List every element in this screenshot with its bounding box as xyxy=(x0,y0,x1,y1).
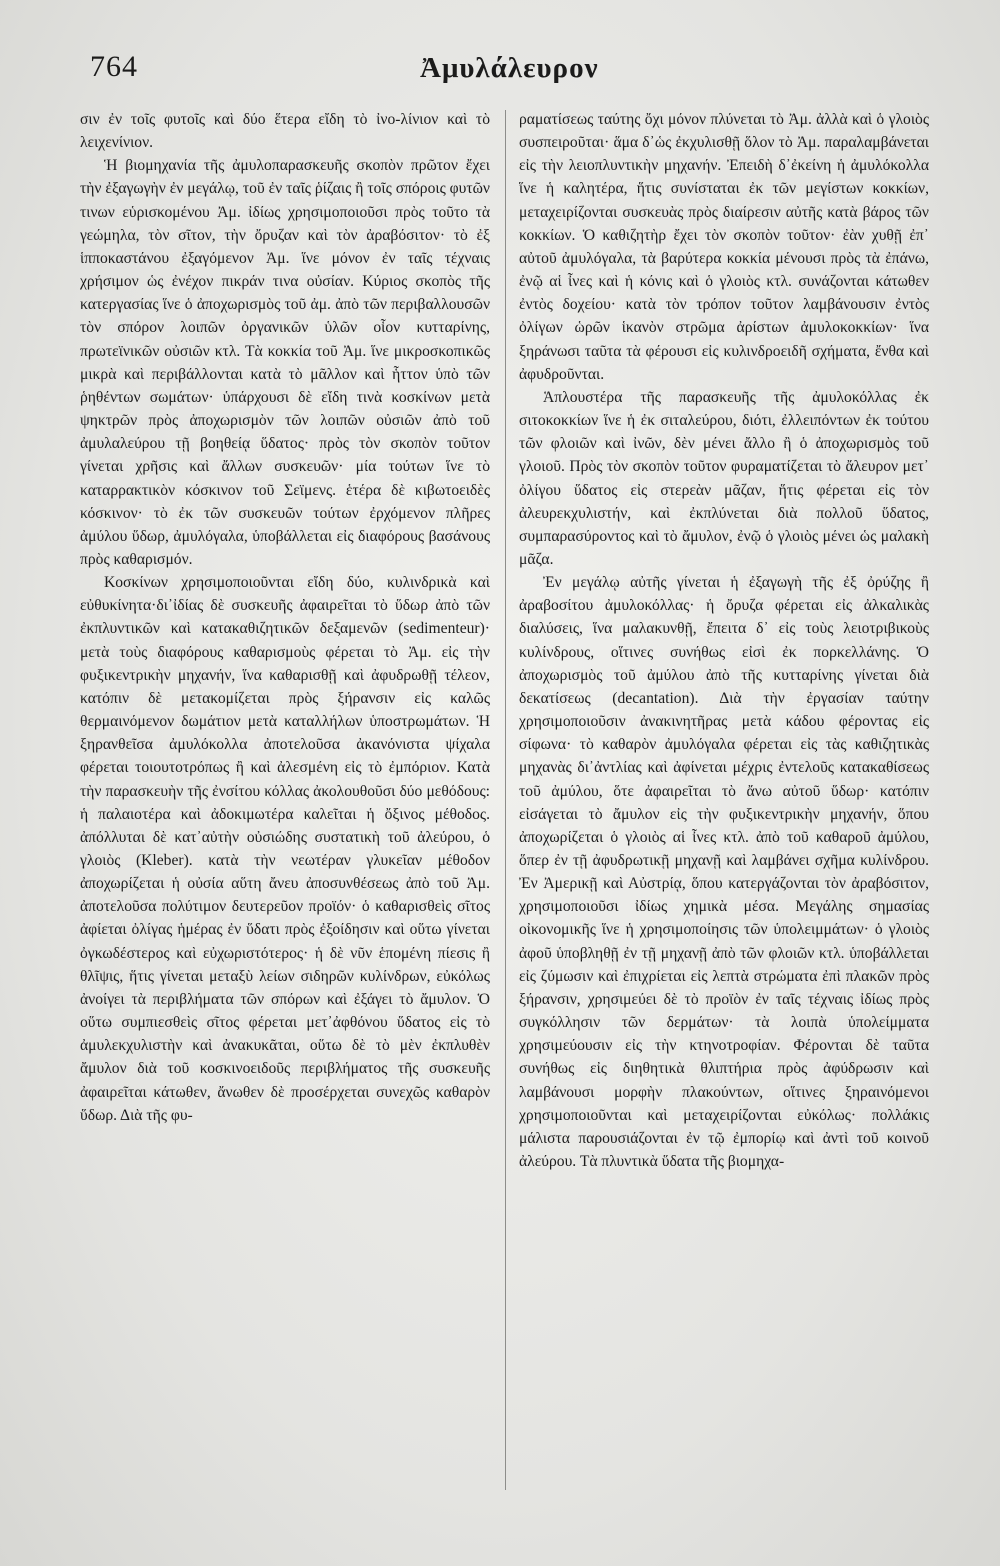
running-title: Ἀμυλάλευρον xyxy=(420,52,599,84)
paragraph: ραματίσεως ταύτης ὄχι μόνον πλύνεται τὸ Ἀμ. ἀλλὰ καὶ ὁ γλοιὸς συσπειροῦται· ἅμα δ᾽ὡς ἐκχυλισθῇ ὅλον τὸ Ἀμ. παραλαμβάνεται εἰς τὴν λειοπλυντικὴν μηχανήν. Ἐπειδὴ δ᾽ἐκείνη ἡ ἀμυλόκολλα ἵνε ἡ καλητέρα, ἥτις συνίσταται ἐκ τῶν μεγίστων κοκκίων, μεταχειρίζονται συσκευὰς πρὸς διαίρεσιν αὐτῆς κατὰ βάρος τῶν κοκκίων. Ὁ καθιζητὴρ ἔχει τὸν σκοπὸν τοῦτον· ἐὰν χυθῇ ἐπ᾽ αὐτοῦ ἀμυλόγαλα, τὰ βαρύτερα κοκκία μένουσι πρὸς τὰ ἐπάνω, ἐνῷ αἱ ἶνες καὶ ἡ κόνις καὶ ὁ γλοιὸς κτλ. συνάζονται κάτωθεν ἐντὸς δοχείου· κατὰ τὸν τρόπον τοῦτον λαμβάνουσιν ἐντὸς ὀλίγων ὡρῶν ἱκανὸν στρῶμα ἀρίστων ἀμυλοκοκκίων· ἵνα ξηράνωσι ταῦτα τὰ φέρουσι εἰς κυλινδροειδῆ σχήματα, ἔνθα καὶ ἀφυδροῦνται. xyxy=(519,111,929,383)
page-number: 764 xyxy=(90,50,138,83)
paragraph: Ἐν μεγάλῳ αὐτῆς γίνεται ἡ ἐξαγωγὴ τῆς ἐξ ὀρύζης ἢ ἀραβοσίτου ἀμυλοκόλλας· ἡ ὄρυζα φέρεται εἰς ἀλκαλικὰς διαλύσεις, ἵνα μαλακυνθῇ, ἔπειτα δ᾽ εἰς τοὺς λειοτριβικοὺς κυλίνδρους, οἵτινες συνήθως εἰσὶ ἐκ πορκελλάνης. Ὁ ἀποχωρισμὸς τοῦ ἀμύλου ἀπὸ τῆς κυτταρίνης γίνεται διὰ δεκατίσεως (decantation). Διὰ τὴν ἐργασίαν ταύτην χρησιμοποιοῦσιν ἀνακινητῆρας μετὰ κάδου φέροντας εἰς σίφωνα· τὸ καθαρὸν ἀμυλόγαλα φέρεται εἰς τὰς καθιζητικὰς μηχανὰς δι᾽ἀντλίας καὶ ἀφίνεται μέχρις ἐντελοῦς κατακαθίσεως τοῦ ἀμύλου, ὅτε ἀφαιρεῖται τὸ ἄνω αὐτοῦ ὕδωρ· κατόπιν εἰσάγεται τὸ ἄμυλον εἰς τὴν φυξικεντρικὴν μηχανήν, ὅπου ἀποχωρίζεται ὁ γλοιὸς αἱ ἶνες κτλ. ἀπὸ τοῦ καθαροῦ ἀμύλου, ὅπερ ἐν τῇ ἀφυδρωτικῇ μηχανῇ καὶ λαμβάνει σχῆμα κυλίνδρου. Ἐν Ἀμερικῇ καὶ Αὐστρίᾳ, ὅπου κατεργάζονται τὸν ἀραβόσιτον, χρησιμοποιοῦσι ἰδίως χημικὰ μέσα. Μεγάλης σημασίας οἰκονομικῆς ἵνε ἡ χρησιμοποίησις τῶν ὑπολειμμάτων· ὁ γλοιὸς ἀφοῦ ὑποβληθῇ ἐν τῇ μηχανῇ ἀπὸ τῶν φλοιῶν κτλ. ὑποβάλλεται εἰς ζύμωσιν καὶ ἐπιχρίεται εἰς λεπτὰ στρώματα ἐπὶ πλακῶν πρὸς ξήρανσιν, χρησιμεύει δὲ τὸ προϊὸν ἐν ταῖς τέχναις ἰδίως πρὸς συγκόλλησιν τῶν δερμάτων· τὰ λοιπὰ ὑπολείμματα χρησιμεύουσιν εἰς τὴν κτηνοτροφίαν. Φέρονται δὲ ταῦτα συνήθως εἰς διηθητικὰ θλιπτήρια πρὸς ἀφύδρωσιν καὶ λαμβάνουσι μορφὴν πλακούντων, οἵτινες ξηραινόμενοι χρησιμοποιοῦνται καὶ μεταχειρίζονται εὐκόλως· πολλάκις μάλιστα παρουσιάζονται ἐν τῷ ἐμπορίῳ καὶ ἀντὶ τοῦ κοινοῦ ἀλεύρου. Τὰ πλυντικὰ ὕδατα τῆς βιομηχα- xyxy=(519,574,929,1171)
right-column xyxy=(519,108,929,1173)
paragraph: Κοσκίνων χρησιμοποιοῦνται εἴδη δύο, κυλινδρικὰ καὶ εὐθυκίνητα·δι᾽ἰδίας δὲ συσκευῆς ἀφαιρεῖται τὸ ὕδωρ ἀπὸ τῶν ἐκπλυντικῶν καὶ κατακαθιζητικῶν δεξαμενῶν (sedimenteur)· μετὰ τοὺς διαφόρους καθαρισμοὺς φέρεται τὸ Ἀμ. εἰς τὴν φυξικεντρικὴν μηχανήν, ἵνα καθαρισθῇ καὶ ἀφυδρωθῇ τέλεον, κατόπιν δὲ μετακομίζεται πρὸς ξήρανσιν εἰς καλῶς θερμαινόμενον δωμάτιον μετὰ καταλλήλων ὑποστρωμάτων. Ἡ ξηρανθεῖσα ἀμυλόκολλα ἀποτελοῦσα ἀκανόνιστα ψίχαλα φέρεται τοιουτοτρόπως ἢ καὶ ἀλεσμένη εἰς τὸ ἐμπόριον. Κατὰ τὴν παρασκευὴν τῆς ἐνσίτου κόλλας ἀκολουθοῦσι δύο μεθόδους: ἡ παλαιοτέρα καὶ ἀδοκιμωτέρα καλεῖται ἡ ὄξινος μέθοδος. ἀπόλλυται δὲ κατ᾽αὐτὴν οὐσιώδης συστατικὴ τοῦ ἀλεύρου, ὁ γλοιὸς (Kleber). κατὰ τὴν νεωτέραν γλυκεῖαν μέθοδον ἀποχωρίζεται ἡ οὐσία αὕτη ἄνευ ἀποσυνθέσεως ἀπὸ τοῦ Ἀμ. ἀποτελοῦσα πολύτιμον δευτερεῦον προϊόν· ὁ καθαρισθεὶς σῖτος ἀφίεται ὀλίγας ἡμέρας ἐν ὕδατι πρὸς ἐξοίδησιν καὶ οὕτω γίνεται ὀγκωδέστερος καὶ εὐχωριστότερος· ἡ δὲ νῦν ἑπομένη πίεσις ἢ θλῖψις, ἥτις γίνεται μεταξὺ λείων σιδηρῶν κυλίνδρων, εὐκόλως ἀνοίγει τὰ περιβλήματα τῶν σπόρων καὶ ἐξάγει τὸ ἄμυλον. Ὁ οὕτω συμπιεσθεὶς σῖτος φέρεται μετ᾽ἀφθόνου ὕδατος εἰς τὸ ἀμυλεκχυλιστὴν καὶ ἀνακυκᾶται, οὕτω δὲ τὸ μὲν ἐκπλυθὲν ἄμυλον διὰ τοῦ κοσκινοειδοῦς περιβλήματος τῆς συσκευῆς ἀφαιρεῖται κάτωθεν, ἄνωθεν δὲ προσέρχεται συνεχῶς καθαρὸν ὕδωρ. Διὰ τῆς φυ- xyxy=(80,574,490,1124)
paragraph: σιν ἐν τοῖς φυτοῖς καὶ δύο ἕτερα εἴδη τὸ ἰνο-λίνιον καὶ τὸ λειχενίνιον. xyxy=(80,111,490,152)
left-column xyxy=(80,108,490,1127)
paragraph: Ἡ βιομηχανία τῆς ἀμυλοπαρασκευῆς σκοπὸν πρῶτον ἔχει τὴν ἐξαγωγὴν ἐν μεγάλῳ, τοῦ ἐν ταῖς ῥίζαις ἢ τοῖς σπόροις φυτῶν τινων εὑρισκομένου Ἀμ. ἰδίως χρησιμοποιοῦσι πρὸς τοῦτο τὰ γεώμηλα, τὸν σῖτον, τὴν ὄρυζαν καὶ τὸν ἀραβόσιτον· τὸ ἐξ ἱπποκαστάνου ἐξαγόμενον Ἀμ. ἵνε μόνον ἐν ταῖς τέχναις χρήσιμον ὡς ἐνέχον πικράν τινα οὐσίαν. Κύριος σκοπὸς τῆς κατεργασίας ἵνε ὁ ἀποχωρισμὸς τοῦ ἀμ. ἀπὸ τῶν περιβαλλουσῶν τὸν σπόρον λοιπῶν ὀργανικῶν ὑλῶν οἷον κυτταρίνης, πρωτεϊνικῶν οὐσιῶν κτλ. Τὰ κοκκία τοῦ Ἀμ. ἵνε μικροσκοπικῶς μικρὰ καὶ περιβάλλονται κατὰ τὸ μᾶλλον καὶ ἧττον ὑπὸ τῶν ῥηθέντων σωμάτων· ὑπάρχουσι δὲ εἴδη τινὰ κοσκίνων μετὰ ψηκτρῶν πρὸς ἀποχωρισμὸν τῶν λοιπῶν οὐσιῶν ἀπὸ τοῦ ἀμυλαλεύρου τῇ βοηθείᾳ ὕδατος· πρὸς τὸν σκοπὸν τοῦτον γίνεται χρῆσις καὶ ἄλλων συσκευῶν· μία τούτων ἵνε τὸ καταρρακτικὸν κόσκινον τοῦ Σεϊμενς. ἑτέρα δὲ κιβωτοειδὲς κόσκινον· τὸ ἐκ τῶν συσκευῶν τούτων ἐρχόμενον πλῆρες ἀμύλου ὕδωρ, ἀμυλόγαλα, ὑποβάλλεται εἰς διαφόρους βασάνους πρὸς καθαρισμόν. xyxy=(80,157,490,568)
column-divider xyxy=(505,110,506,1490)
paragraph: Ἁπλουστέρα τῆς παρασκευῆς τῆς ἀμυλοκόλλας ἐκ σιτοκοκκίων ἵνε ἡ ἐκ σιταλεύρου, διότι, ἐλλειπόντων ἐκ τούτου τῶν φλοιῶν καὶ ἰνῶν, δὲν μένει ἄλλο ἢ ὁ ἀποχωρισμὸς τοῦ γλοιοῦ. Πρὸς τὸν σκοπὸν τοῦτον φυραματίζεται τὸ ἄλευρον μετ᾽ ὀλίγου ὕδατος εἰς στερεὰν μᾶζαν, ἥτις φέρεται εἰς τὸν ἀλευρεκχυλιστήν, καὶ ἐκπλύνεται διὰ πολλοῦ ὕδατος, συμπαρασύροντος καὶ τὸ ἄμυλον, ἐνῷ ὁ γλοιὸς μένει ὡς μαλακὴ μᾶζα. xyxy=(519,388,929,568)
